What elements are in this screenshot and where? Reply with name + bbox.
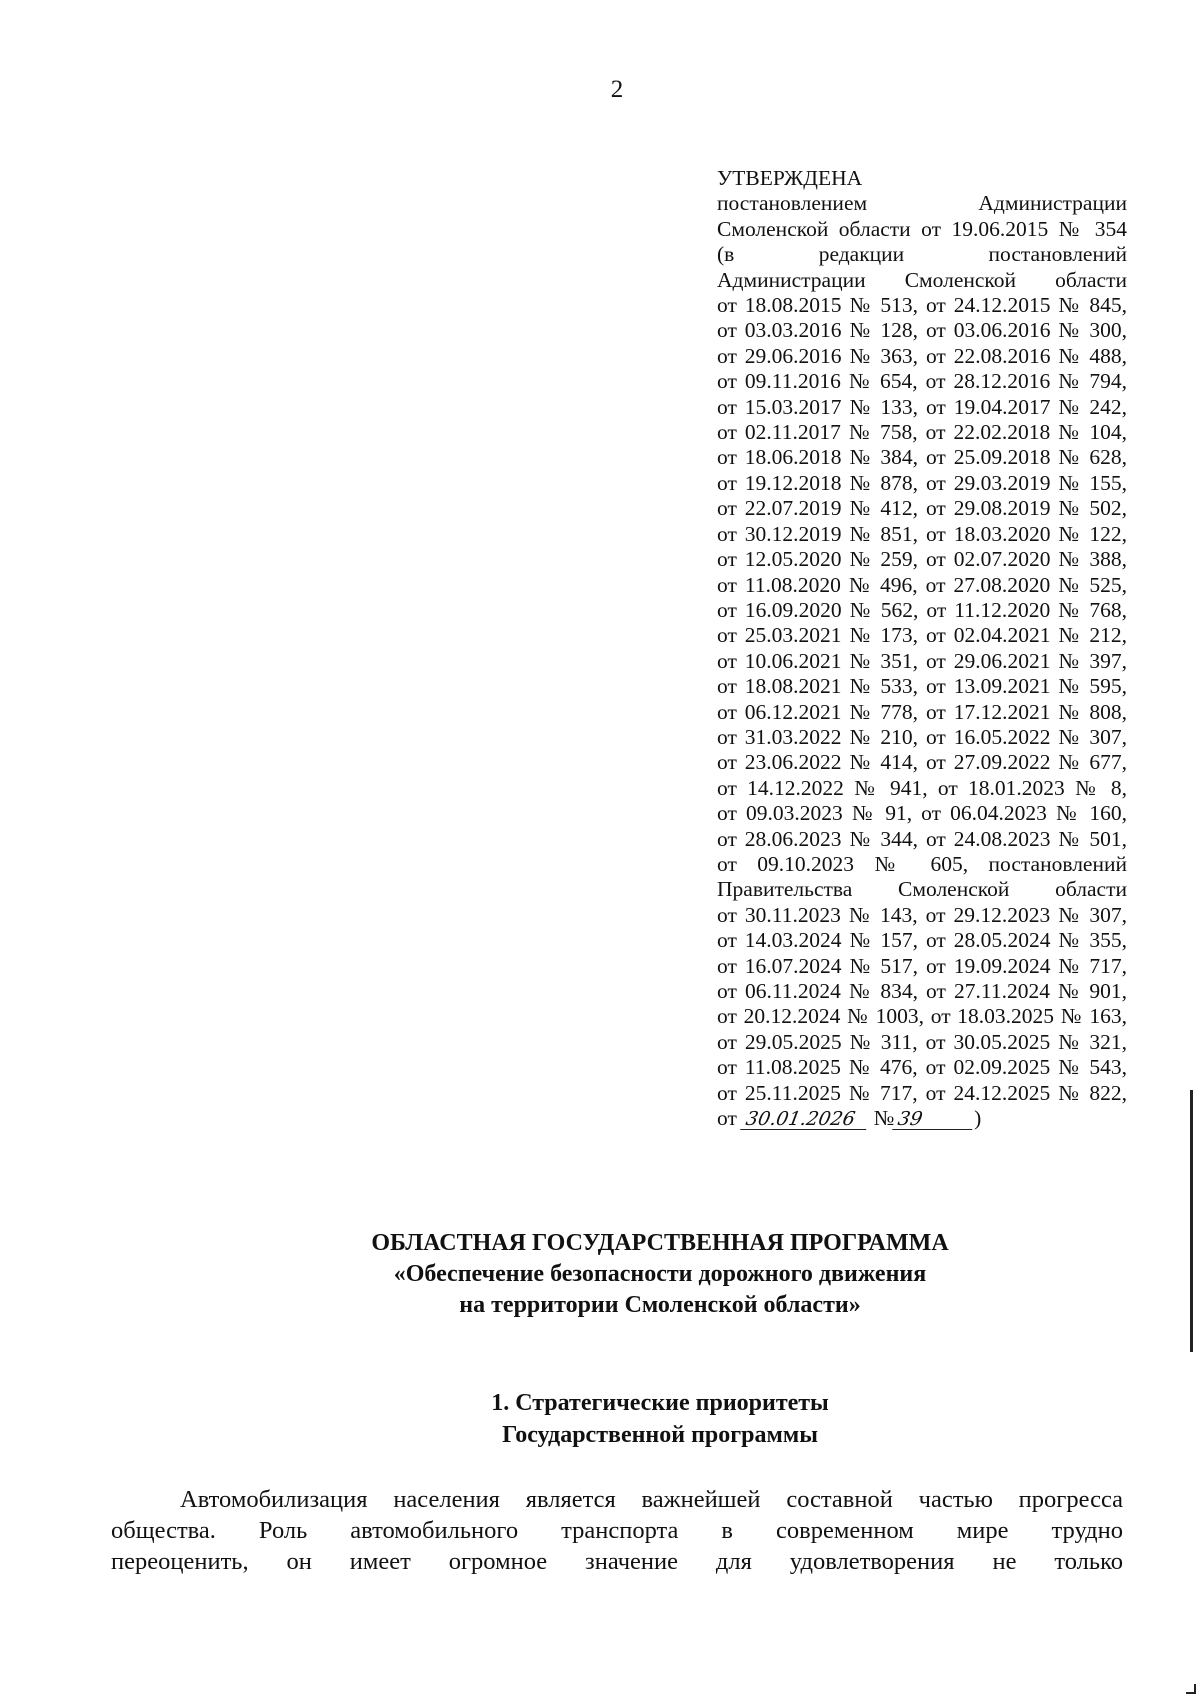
handwritten-number: 39: [892, 1109, 976, 1130]
approval-line: от 23.06.2022 № 414, от 27.09.2022 № 677,: [717, 750, 1127, 775]
approval-line: от 30.12.2019 № 851, от 18.03.2020 № 122,: [717, 521, 1127, 546]
page-number: 2: [610, 76, 624, 103]
number-sign: №: [873, 1106, 895, 1131]
approval-line: от 14.12.2022 № 941, от 18.01.2023 № 8,: [717, 775, 1127, 800]
approval-line: от 29.05.2025 № 311, от 30.05.2025 № 321,: [717, 1029, 1127, 1054]
program-title-line: «Обеспечение безопасности дорожного движения: [393, 1261, 927, 1287]
handwritten-date: 30.01.2026: [740, 1109, 870, 1130]
approval-line: постановлением Администрации: [717, 191, 1127, 216]
last-prefix: от: [717, 1106, 737, 1131]
scan-edge-line: [1190, 1090, 1193, 1352]
approval-line: от 11.08.2025 № 476, от 02.09.2025 № 543,: [717, 1055, 1127, 1080]
approval-line: от 19.12.2018 № 878, от 29.03.2019 № 155,: [717, 470, 1127, 495]
approval-line: от 22.07.2019 № 412, от 29.08.2019 № 502,: [717, 496, 1127, 521]
body-paragraph: [111, 1484, 1123, 1577]
approval-line: от 28.06.2023 № 344, от 24.08.2023 № 501,: [717, 826, 1127, 851]
approval-line: от 30.11.2023 № 143, от 29.12.2023 № 307,: [717, 902, 1127, 927]
approval-line: от 09.03.2023 № 91, от 06.04.2023 № 160,: [717, 801, 1127, 826]
paragraph-line: переоценить, он имеет огромное значение для удовлетворения не только: [111, 1548, 1123, 1575]
approval-line: УТВЕРЖДЕНА: [717, 166, 863, 190]
approval-line: от 25.11.2025 № 717, от 24.12.2025 № 822,: [717, 1080, 1127, 1105]
approval-line: от 25.03.2021 № 173, от 02.04.2021 № 212,: [717, 623, 1127, 648]
approval-line: от 16.07.2024 № 517, от 19.09.2024 № 717,: [717, 953, 1127, 978]
approval-last-line: [717, 1106, 1127, 1131]
paragraph-line: Автомобилизация населения является важнейшей составной частью прогресса: [180, 1486, 1123, 1513]
section-heading-line: Государственной программы: [502, 1422, 818, 1448]
program-title-line: ОБЛАСТНАЯ ГОСУДАРСТВЕННАЯ ПРОГРАММА: [371, 1230, 949, 1256]
approval-line: (в редакции постановлений: [717, 242, 1127, 267]
approval-line: Правительства Смоленской области: [717, 877, 1127, 902]
section-heading-line: 1. Стратегические приоритеты: [491, 1390, 829, 1416]
approval-line: от 12.05.2020 № 259, от 02.07.2020 № 388,: [717, 547, 1127, 572]
approval-line: от 09.10.2023 № 605, постановлений: [717, 851, 1127, 876]
approval-line: от 10.06.2021 № 351, от 29.06.2021 № 397,: [717, 648, 1127, 673]
approval-block: [717, 166, 1127, 1131]
approval-line: от 20.12.2024 № 1003, от 18.03.2025 № 163,: [717, 1004, 1127, 1029]
approval-line: от 09.11.2016 № 654, от 28.12.2016 № 794,: [717, 369, 1127, 394]
approval-line: от 06.11.2024 № 834, от 27.11.2024 № 901,: [717, 979, 1127, 1003]
program-title-line: на территории Смоленской области»: [459, 1292, 861, 1318]
scan-corner-mark: [1186, 1684, 1196, 1694]
approval-line: от 18.08.2015 № 513, от 24.12.2015 № 845,: [717, 293, 1127, 318]
approval-line: от 18.06.2018 № 384, от 25.09.2018 № 628,: [717, 445, 1127, 470]
program-title: [0, 1228, 1200, 1321]
approval-line: Смоленской области от 19.06.2015 № 354: [717, 216, 1127, 241]
approval-line: от 06.12.2021 № 778, от 17.12.2021 № 808,: [717, 699, 1127, 724]
approval-line: Администрации Смоленской области: [717, 267, 1127, 292]
approval-line: от 02.11.2017 № 758, от 22.02.2018 № 104,: [717, 420, 1127, 445]
paragraph-line: общества. Роль автомобильного транспорта в современном мире трудно: [111, 1517, 1123, 1544]
approval-line: от 03.03.2016 № 128, от 03.06.2016 № 300,: [717, 318, 1127, 343]
approval-line: от 18.08.2021 № 533, от 13.09.2021 № 595,: [717, 674, 1127, 699]
approval-line: от 11.08.2020 № 496, от 27.08.2020 № 525,: [717, 572, 1127, 597]
approval-line: от 16.09.2020 № 562, от 11.12.2020 № 768,: [717, 597, 1127, 622]
approval-line: от 15.03.2017 № 133, от 19.04.2017 № 242,: [717, 394, 1127, 419]
section-heading: [0, 1387, 1200, 1451]
approval-line: от 31.03.2022 № 210, от 16.05.2022 № 307,: [717, 724, 1127, 749]
closing-paren: ): [974, 1106, 982, 1131]
approval-line: от 29.06.2016 № 363, от 22.08.2016 № 488,: [717, 343, 1127, 368]
approval-line: от 14.03.2024 № 157, от 28.05.2024 № 355,: [717, 928, 1127, 953]
